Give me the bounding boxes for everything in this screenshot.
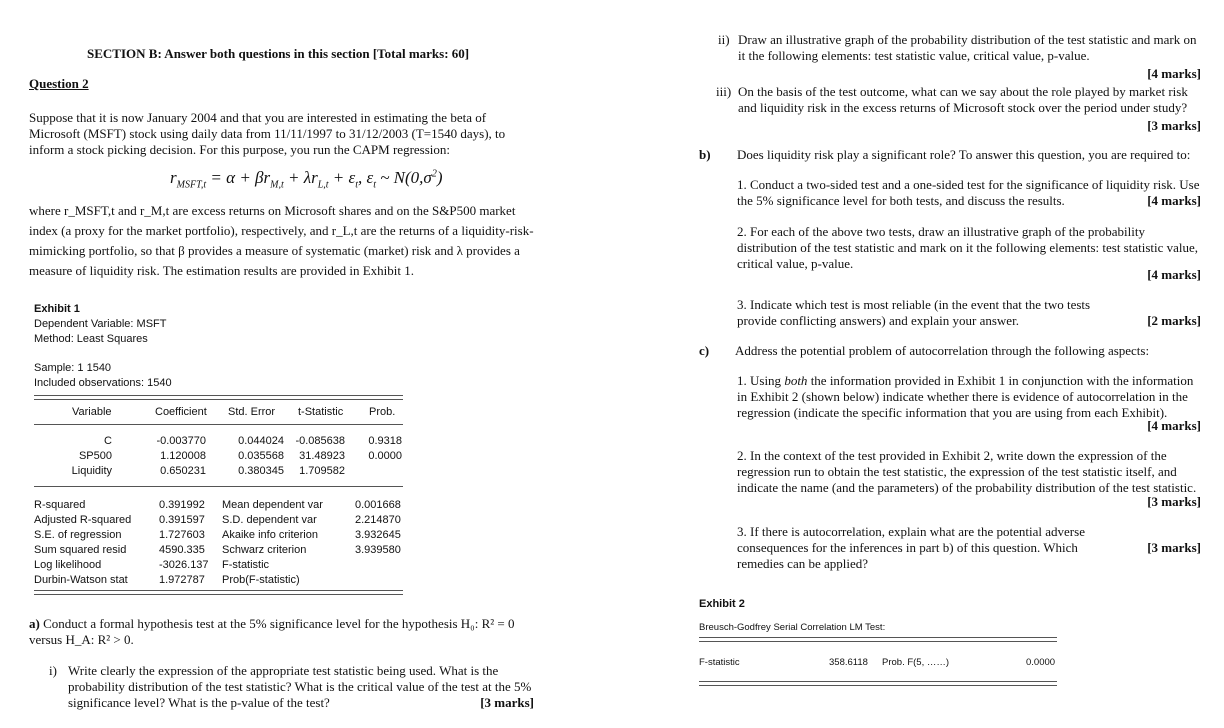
stat-value: 1.972787 [159, 574, 205, 586]
iii-text: On the basis of the test outcome, what can we say about the role played by market risk and liquidity risk in the excess returns of Microsoft stock over the period under study? [738, 84, 1188, 115]
table-bottom-rule [34, 590, 403, 595]
stats-row [34, 573, 403, 588]
exhibit1-sample: Sample: 1 1540 [34, 362, 112, 374]
c2-text: 2. In the context of the test provided in Exhibit 2, write down the expression of the regression run to obtain the test statistic, the expression of the test statistic itself, and indicate the name (and the parameters) of the probability distribution of the test statistic. [737, 448, 1197, 495]
part-a-label: a) [29, 616, 40, 631]
exhibit2-label: F-statistic [699, 657, 740, 668]
exhibit2-title: Exhibit 2 [699, 598, 745, 610]
stat-label: Durbin-Watson stat [34, 574, 128, 586]
b-text: Does liquidity risk play a significant role? To answer this question, you are required to: [737, 147, 1191, 162]
stat-value-2: 3.939580 [355, 544, 401, 556]
part-a [29, 616, 539, 648]
header-coefficient: Coefficient [155, 406, 207, 418]
table-header-rule [34, 424, 403, 425]
b2-marks: [4 marks] [1147, 267, 1201, 282]
c1-text-emphasis: both [784, 373, 808, 388]
stat-value: 0.391597 [159, 514, 205, 526]
b1-text: 1. Conduct a two-sided test and a one-sided test for the significance of liquidity risk. Use the 5% significance level for both tests, and discuss the results. [737, 177, 1200, 208]
exhibit2-test-name: Breusch-Godfrey Serial Correlation LM Test: [699, 622, 886, 633]
row-prob: 0.0000 [368, 450, 402, 462]
stat-label-2: Mean dependent var [222, 499, 323, 511]
stat-label: S.E. of regression [34, 529, 122, 541]
table-mid-rule [34, 486, 403, 487]
row-std-error: 0.380345 [238, 465, 284, 477]
table-top-rule [34, 395, 403, 400]
stat-value-2: 0.001668 [355, 499, 401, 511]
exhibit2-prob-value: 0.0000 [1026, 657, 1056, 668]
exhibit1-dependent: Dependent Variable: MSFT [34, 318, 167, 330]
stat-label-2: Akaike info criterion [222, 529, 318, 541]
stat-label-2: F-statistic [222, 559, 270, 571]
exhibit2-value: 358.6118 [829, 657, 868, 668]
b2-text: 2. For each of the above two tests, draw an illustrative graph of the probability distribution of the test statistic and mark on it the following elements: test statistic value, critical value, p-value. [737, 224, 1199, 271]
part-a-text: Conduct a formal hypothesis test at the 5% significance level for the hypothesis H₀: R² = 0 versus H_A: R² > 0. [29, 616, 515, 647]
row-t-statistic: 1.709582 [299, 465, 345, 477]
stat-label: Adjusted R-squared [34, 514, 132, 526]
table-row [34, 449, 403, 464]
iii-label: iii) [716, 84, 732, 99]
row-coefficient: -0.003770 [156, 435, 206, 447]
stat-label-2: Schwarz criterion [222, 544, 307, 556]
stat-label-2: S.D. dependent var [222, 514, 317, 526]
b3-marks: [2 marks] [1147, 313, 1201, 328]
stat-value-2: 2.214870 [355, 514, 401, 526]
exhibit2-prob-label: Prob. F(5, ……) [882, 657, 950, 668]
ii-label: ii) [718, 32, 730, 47]
part-a-i-label: i) [49, 663, 57, 678]
exhibit1-observations: Included observations: 1540 [34, 377, 172, 389]
b1-marks: [4 marks] [1147, 193, 1201, 208]
table-row [34, 434, 403, 449]
exhibit2-top-rule [699, 637, 1057, 642]
stat-label: R-squared [34, 499, 86, 511]
intro-paragraph: Suppose that it is now January 2004 and that you are interested in estimating the beta of Microsoft (MSFT) stock using daily data from 11/11/1997 to 31/12/2003 (T=1540 days), to inform a stock picking decision. For this purpose, you run the CAPM regression: [29, 110, 506, 157]
row-variable: Liquidity [71, 465, 112, 477]
exhibit2-bottom-rule [699, 681, 1057, 686]
table-header-row [34, 405, 403, 420]
c1-marks: [4 marks] [1147, 418, 1201, 433]
stats-row [34, 558, 403, 573]
section-heading: SECTION B: Answer both questions in this section [Total marks: 60] [87, 46, 470, 61]
row-coefficient: 0.650231 [160, 465, 206, 477]
part-a-i-marks: [3 marks] [480, 695, 534, 710]
row-coefficient: 1.120008 [160, 450, 206, 462]
part-a-i-text: Write clearly the expression of the appropriate test statistic being used. What is the probability distribution of the test statistic? What is the critical value of the test at the 5% significance level? What is the p-value of the test? [68, 663, 532, 710]
row-variable: SP500 [78, 450, 112, 462]
ii-text: Draw an illustrative graph of the probability distribution of the test statistic and mark on it the following elements: test statistic value, critical value, p-value. [738, 32, 1197, 63]
row-std-error: 0.044024 [238, 435, 284, 447]
exhibit1-method: Method: Least Squares [34, 333, 148, 345]
stat-value: 1.727603 [159, 529, 205, 541]
iii-marks: [3 marks] [1147, 118, 1201, 133]
c1-text-post: the information provided in Exhibit 1 in conjunction with the information in Exhibit 2 (shown below) indicate whether there is evidence of autocorrelation in the regression (indicate the specific information that you are using from each Exhibit). [737, 373, 1194, 420]
stat-value: 0.391992 [159, 499, 205, 511]
stat-value-2: 3.932645 [355, 529, 401, 541]
b-label: b) [699, 147, 711, 162]
c2-marks: [3 marks] [1147, 494, 1201, 509]
header-variable: Variable [72, 406, 112, 418]
c-label: c) [699, 343, 710, 358]
stat-value: 4590.335 [159, 544, 205, 556]
capm-equation: $r_{MSFT,t} = \alpha + \beta r_{M,t} + \lambda r_{L,t} + \varepsilon_t$, $\varepsilon_t$ ~ $N(0,\sigma^2)$ [170, 168, 443, 191]
exhibit1-title: Exhibit 1 [34, 303, 80, 315]
question-title: Question 2 [29, 76, 89, 91]
c3-text: 3. If there is autocorrelation, explain what are the potential adverse consequences for the inferences in part b) of this question. Which remedies can be applied? [737, 524, 1085, 571]
ii-marks: [4 marks] [1147, 66, 1201, 81]
c3-marks: [3 marks] [1147, 540, 1201, 555]
header-t-statistic: t-Statistic [298, 406, 344, 418]
stats-row [34, 543, 403, 558]
row-t-statistic: -0.085638 [295, 435, 345, 447]
c1-text [737, 373, 1205, 421]
stat-label: Sum squared resid [34, 544, 127, 556]
row-std-error: 0.035568 [238, 450, 284, 462]
table-row [34, 464, 403, 479]
stats-row [34, 528, 403, 543]
stats-row [34, 498, 403, 513]
c-text: Address the potential problem of autocorrelation through the following aspects: [735, 343, 1150, 358]
where-paragraph: where r_MSFT,t and r_M,t are excess returns on Microsoft shares and on the S&P500 market index (a proxy for the market portfolio), respectively, and r_L,t are the returns of a liquidity-risk-mimicking portfolio, so that β provides a measure of systematic (market) risk and λ provides a measure of liquidity risk. The estimation results are provided in Exhibit 1. [29, 203, 534, 278]
stat-label-2: Prob(F-statistic) [222, 574, 300, 586]
stats-row [34, 513, 403, 528]
b3-text: 3. Indicate which test is most reliable (in the event that the two tests provide conflicting answers) and explain your answer. [737, 297, 1091, 328]
row-variable: C [104, 435, 112, 447]
row-t-statistic: 31.48923 [299, 450, 345, 462]
stat-label: Log likelihood [34, 559, 102, 571]
header-prob: Prob. [369, 406, 396, 418]
stat-value: -3026.137 [159, 559, 209, 571]
c1-text-pre: 1. Using [737, 373, 785, 388]
row-prob: 0.9318 [368, 435, 402, 447]
header-std-error: Std. Error [228, 406, 276, 418]
